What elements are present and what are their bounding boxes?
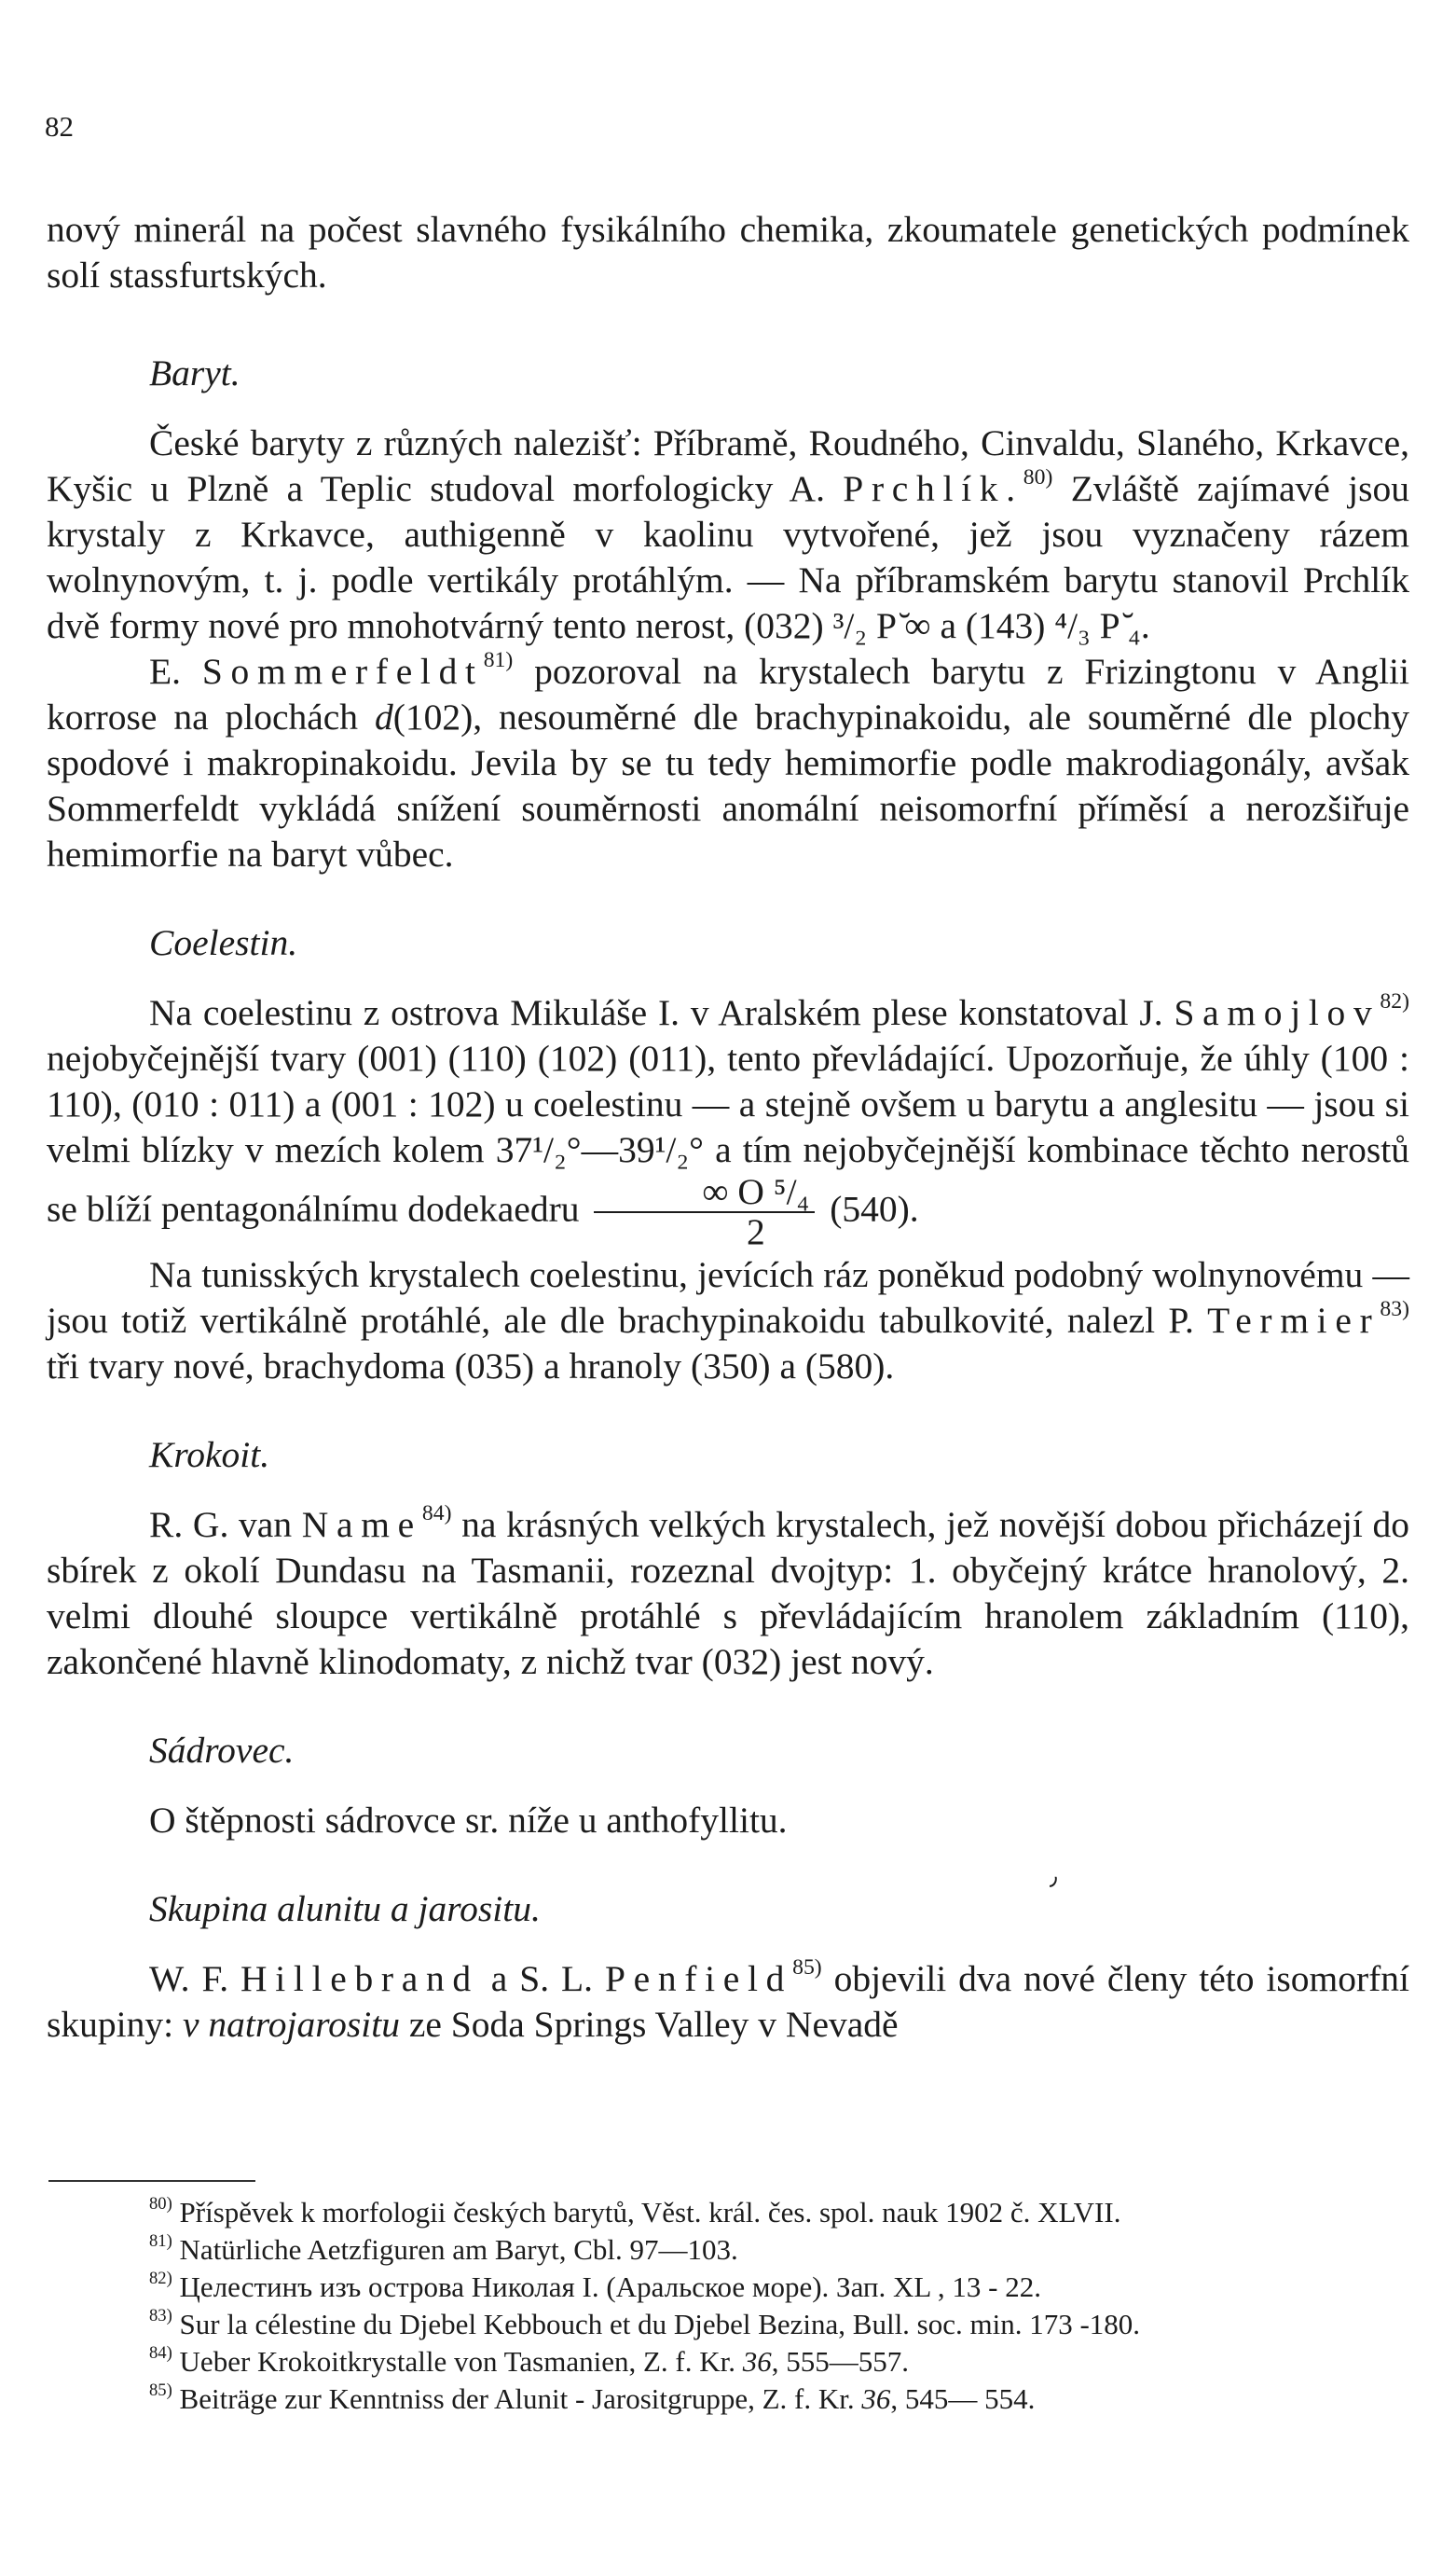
text-span: Na coelestinu z ostrova Mikuláše I. v Aralském plese konstatoval J. <box>149 992 1163 1033</box>
footnote-number: 84) <box>149 2343 172 2364</box>
footnote-text: Sur la célestine du Djebel Kebbouch et du Djebel Bezina, Bull. soc. min. 173 -180. <box>179 2308 1141 2340</box>
paragraph-baryt-1 <box>47 421 1409 649</box>
author-name: Name <box>301 1503 422 1545</box>
footnote-number: 82) <box>149 2269 172 2289</box>
fraction-formula <box>594 1173 815 1252</box>
heading-baryt: Baryt. <box>149 352 240 393</box>
heading-sadrovec: Sádrovec. <box>149 1729 295 1771</box>
text-span: ze Soda Springs Valley v Nevadě <box>408 2003 899 2045</box>
paragraph-sadrovec-1: O štěpnosti sádrovce sr. níže u anthofyllitu. <box>149 1799 788 1841</box>
page-number: 82 <box>45 110 74 143</box>
paragraph-krokoit-1 <box>47 1502 1409 1685</box>
footnote-text: Natürliche Aetzfiguren am Baryt, Cbl. 97—103. <box>179 2233 738 2266</box>
fraction-denominator: 2 <box>746 1211 765 1253</box>
footnote-83 <box>47 2306 1409 2343</box>
heading-skupina: Skupina alunitu a jarositu. <box>149 1887 541 1929</box>
text-span: Zvláště zajímavé jsou krystaly z Krkavce, authigenně v kaolinu vytvořené, jež jsou vyznačeny rázem wolnynovým, t. j. podle vertikály protáhlým. — Na příbramském barytu stanovil Prchlík dvě formy nové pro mnohotvárný tento nerost, (032) ³/₂ P ̆∞ a (143) ⁴/₃ P ̆₄. <box>47 468 1410 646</box>
footnote-number: 81) <box>149 2231 172 2252</box>
text-span: tři tvary nové, brachydoma (035) a hranoly (350) a (580). <box>47 1345 895 1387</box>
footnote-text: Příspěvek k morfologii českých barytů, Věst. král. čes. spol. nauk 1902 č. XLVII. <box>179 2196 1121 2229</box>
text-span: nejobyčejnější tvary (001) (110) (102) (011), tento převládající. Upozorňuje, že úhly (100 : 110), (010 : 011) a (001 : 102) u coelestinu — a stejně ovšem u barytu a anglesitu — jsou si velmi blízky v mezích kolem 37¹/₂°—39¹/₂° a tím nejobyčejnější kombinace těchto nerostů se blíží pentagonálnímu dodekaedru <box>47 1038 1409 1230</box>
italic-symbol: d <box>374 697 393 738</box>
paragraph-coelestin-2 <box>47 1252 1409 1389</box>
text-span: (540). <box>830 1188 919 1230</box>
text-span: na krásných velkých krystalech, jež novější dobou přicházejí do sbírek z okolí Dundasu na Tasmanii, rozeznal dvojtyp: 1. obyčejný krátce hranolový, 2. velmi dlouhé sloupce vertikálně protáhlé s převládajícím hranolem základním (110), zakončené hlavně klinodomaty, z nichž tvar (032) jest nový. <box>47 1503 1410 1682</box>
footnote-text: , 545— 554. <box>890 2382 1036 2415</box>
italic-mineral-name: v natrojarositu <box>182 2003 400 2045</box>
author-sommerfeldt: Sommerfeldt <box>201 651 484 692</box>
author-penfield: Penfield <box>604 1957 793 1999</box>
footnote-number: 80) <box>149 2194 172 2215</box>
footnote-text: Beiträge zur Kenntniss der Alunit - Jarositgruppe, Z. f. Kr. <box>179 2382 855 2415</box>
footnote-number: 83) <box>149 2306 172 2326</box>
footnote-ref-83: 83) <box>1380 1297 1409 1322</box>
footnote-ref-81: 81) <box>483 648 514 673</box>
text-span: E. <box>149 651 182 692</box>
footnotes <box>47 2194 1409 2418</box>
paragraph-coelestin-1 <box>47 990 1409 1252</box>
footnote-text: Ueber Krokoitkrystalle von Tasmanien, Z. f. Kr. <box>179 2345 735 2378</box>
author-samojlov: Samojlov <box>1174 992 1380 1033</box>
heading-krokoit: Krokoit. <box>149 1433 270 1475</box>
volume-number: 36 <box>861 2382 891 2415</box>
author-hillebrand: Hillebrand <box>240 1957 479 1999</box>
footnote-85 <box>47 2380 1409 2418</box>
paragraph-baryt-2 <box>47 649 1409 877</box>
footnote-text: , 555—557. <box>771 2345 909 2378</box>
footnote-divider <box>48 2180 255 2182</box>
ornament-mark: ٫ <box>1050 1863 1058 1890</box>
paragraph-skupina-1 <box>47 1956 1409 2048</box>
text-span: Na tunisských krystalech coelestinu, jevících ráz poněkud podobný wolnynovému — jsou totiž vertikálně protáhlé, ale dle brachypinakoidu tabulkovité, nalezl P. <box>47 1253 1409 1341</box>
footnote-ref-85: 85) <box>792 1955 822 1980</box>
heading-coelestin: Coelestin. <box>149 922 298 963</box>
footnote-text: Целестинъ изъ острова Николая I. (Аральское море). Зап. XL , 13 - 22. <box>179 2270 1042 2303</box>
author-termier: Termier <box>1207 1299 1380 1341</box>
text-span: České baryty z různých nalezišť: Příbramě, Roudného, Cinvaldu, Slaného, Krkavce, Kyšic u Plzně a Teplic studoval morfologicky A. <box>47 422 1409 509</box>
fraction-numerator: ∞ O ⁵/₄ <box>594 1173 815 1213</box>
footnote-82 <box>47 2269 1409 2306</box>
text-span: objevili dva nové členy této isomorfní skupiny: <box>47 1957 1410 2045</box>
footnote-number: 85) <box>149 2380 172 2401</box>
intro-paragraph: nový minerál na počest slavného fysikálního chemika, zkoumatele genetických podmínek solí stassfurtských. <box>47 209 1409 296</box>
text-span: a S. L. <box>490 1957 594 1999</box>
footnote-ref-80: 80) <box>1023 465 1053 490</box>
volume-number: 36 <box>742 2345 772 2378</box>
text-span: (102), nesouměrné dle brachypinakoidu, ale souměrné dle plochy spodové i makropinakoidu. Jevila by se tu tedy hemimorfie podle makrodiagonály, avšak Sommerfeldt vykládá snížení souměrnosti anomální neisomorfní příměsí a nerozšiřuje hemimorfie na baryt vůbec. <box>47 697 1409 875</box>
footnote-80 <box>47 2194 1409 2231</box>
footnote-81 <box>47 2231 1409 2269</box>
text-span: W. F. <box>149 1957 229 1999</box>
footnote-ref-82: 82) <box>1380 989 1409 1014</box>
footnote-84 <box>47 2343 1409 2380</box>
footnote-ref-84: 84) <box>421 1501 452 1526</box>
text-span: pozoroval na krystalech barytu z Frizingtonu v Anglii korrose na plochách <box>47 651 1409 738</box>
text-span: R. G. van <box>149 1503 293 1545</box>
main-text <box>47 207 1409 2048</box>
author-prchlik: Prchlík. <box>843 468 1023 509</box>
